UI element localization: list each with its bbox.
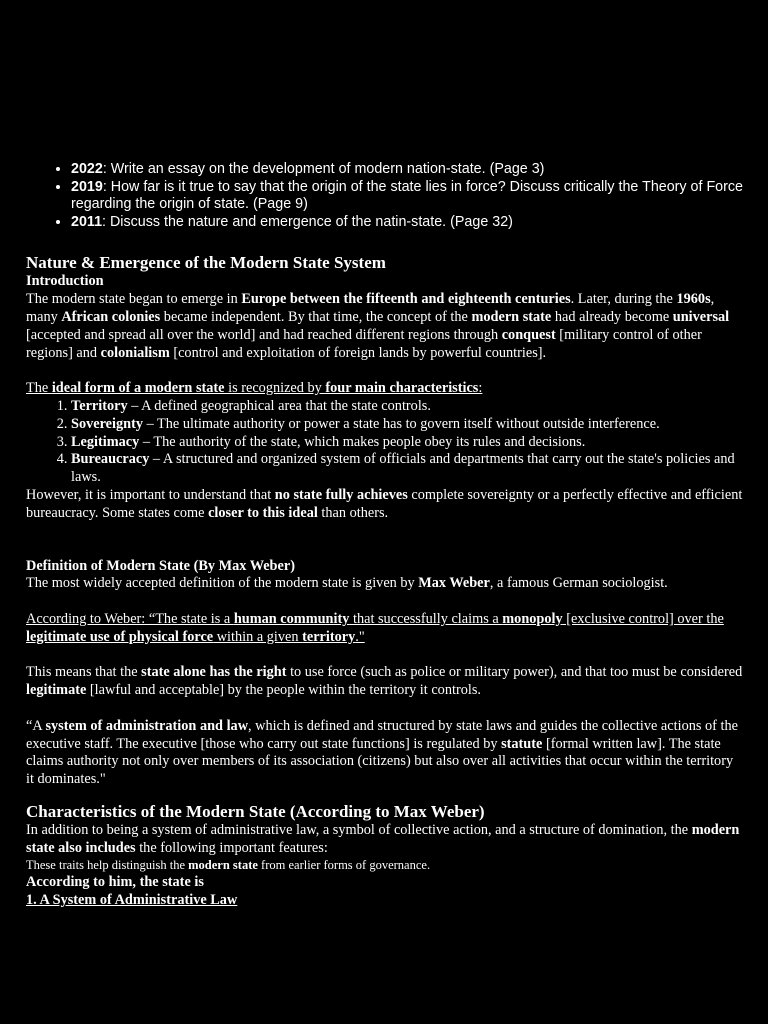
- administrative-law-item: 1. A System of Administrative Law: [26, 892, 238, 909]
- question-year: 2019: [71, 178, 103, 195]
- section-title-nature-emergence: Nature & Emergence of the Modern State System: [26, 253, 386, 273]
- force-meaning-paragraph: This means that the state alone has the right to use force (such as police or military power), and that too must be considered legitimate [lawful and acceptable] by the people within the territory it controls.: [26, 664, 743, 699]
- question-year: 2011: [71, 213, 103, 230]
- introduction-paragraph: The modern state began to emerge in Europe between the fifteenth and eighteenth centuries. Later, during the 1960s, many African colonies became independent. By that time, the concept of the modern state had already become universal [accepted and spread all over the world] and had reached different regions through conquest [military control of other regions] and colonialism [control and exploitation of foreign lands by powerful countries].: [26, 291, 730, 361]
- introduction-heading: Introduction: [26, 273, 104, 290]
- weber-intro-paragraph: The most widely accepted definition of the modern state is given by Max Weber, a famous German sociologist.: [26, 575, 668, 592]
- characteristic-item: 1. Territory – A defined geographical area that the state controls.: [71, 398, 744, 416]
- according-to-him-line: According to him, the state is: [26, 874, 204, 891]
- characteristic-item: 4. Bureaucracy – A structured and organized system of officials and departments that carry out the state's policies and laws.: [71, 451, 744, 487]
- question-year: 2022: [71, 161, 103, 177]
- question-item: [71, 179, 744, 214]
- exam-questions-list: [26, 161, 744, 231]
- question-text: : Write an essay on the development of modern nation-state. (Page 3): [102, 161, 545, 177]
- weber-quote-paragraph: According to Weber: “The state is a human community that successfully claims a monopoly [exclusive control] over the legitimate use of physical force within a given territory.": [26, 610, 724, 645]
- question-text: : Discuss the nature and emergence of the natin-state. (Page 32): [102, 213, 513, 230]
- characteristics-list: [26, 398, 744, 487]
- question-item: [71, 214, 744, 232]
- question-item: [71, 161, 744, 179]
- characteristic-item: 2. Sovereignty – The ultimate authority or power a state has to govern itself without outside interference.: [71, 416, 744, 434]
- traits-paragraph: These traits help distinguish the modern state from earlier forms of governance.: [26, 858, 431, 873]
- section-title-characteristics: Characteristics of the Modern State (According to Max Weber): [26, 801, 485, 821]
- administration-law-paragraph: “A system of administration and law, which is defined and structured by state laws and guides the collective actions of the executive staff. The executive [those who carry out state functions] is regulated by statute [formal written law]. The state claims authority not only over members of its association (citizens) but also over all activities that occur within the territory it dominates.": [26, 717, 738, 788]
- ideal-form-paragraph: The ideal form of a modern state is recognized by four main characteristics:: [26, 380, 483, 397]
- characteristic-item: 3. Legitimacy – The authority of the state, which makes people obey its rules and decisions.: [71, 434, 744, 452]
- question-text: : How far is it true to say that the origin of the state lies in force? Discuss critically the Theory of Force regarding the origin of state. (Page 9): [71, 178, 743, 213]
- additional-features-paragraph: In addition to being a system of administrative law, a symbol of collective action, and a structure of domination, the modern state also includes the following important features:: [26, 821, 740, 856]
- weber-definition-heading: Definition of Modern State (By Max Weber): [26, 557, 295, 574]
- however-paragraph: However, it is important to understand that no state fully achieves complete sovereignty or a perfectly effective and efficient bureaucracy. Some states come closer to this ideal than others.: [26, 486, 743, 521]
- document-page: [26, 161, 744, 910]
